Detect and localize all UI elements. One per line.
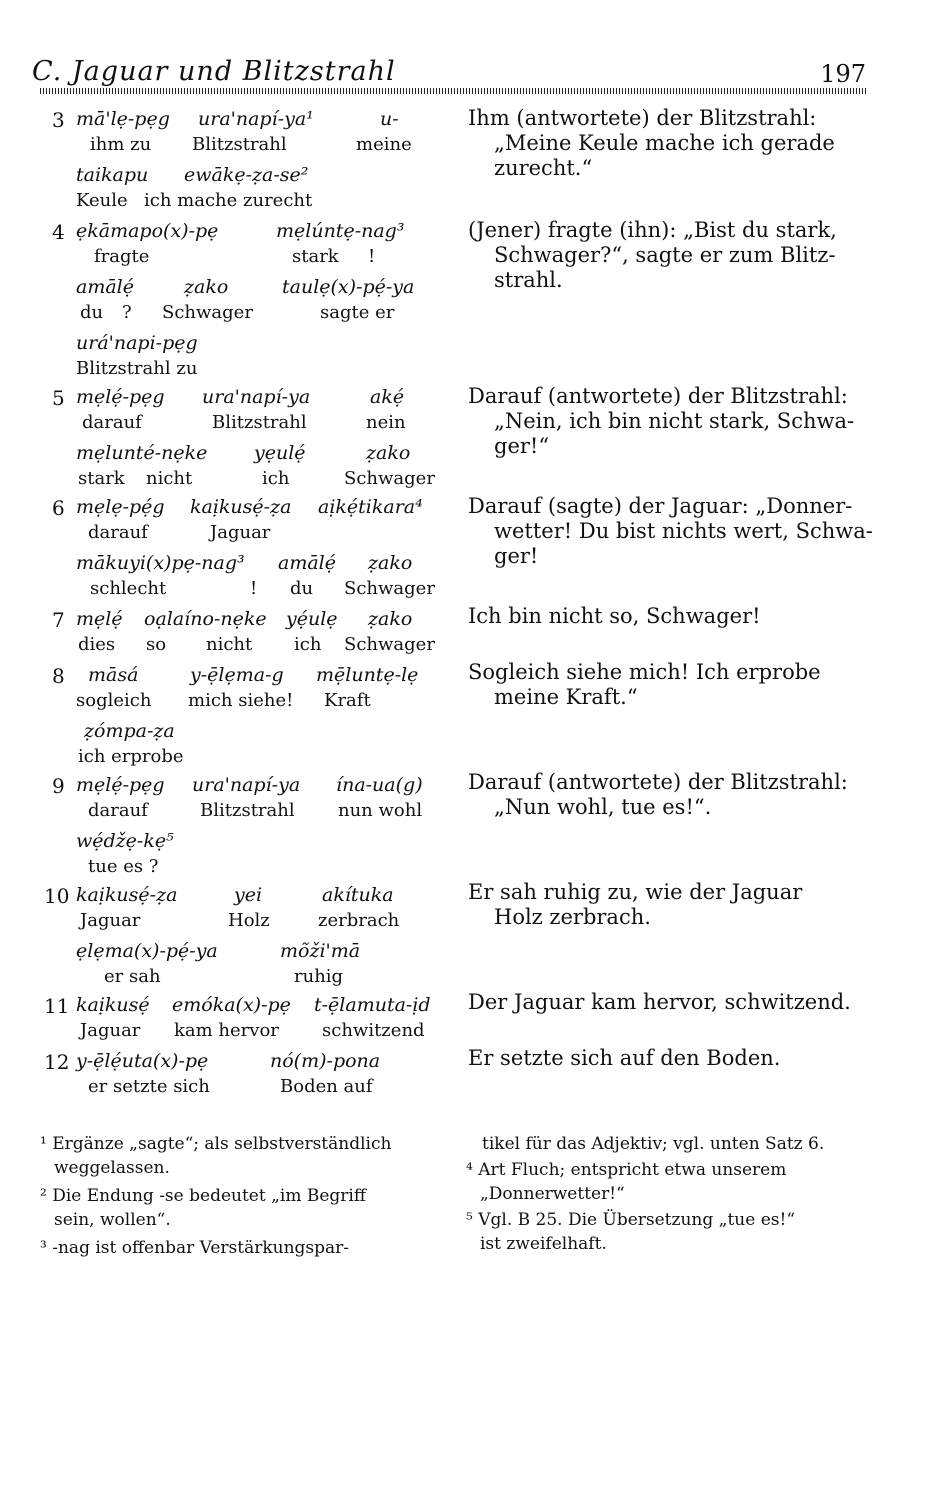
native-word: wẹ́džẹ-kẹ⁵ — [76, 830, 174, 852]
gloss: nicht — [146, 468, 193, 489]
gloss: Blitzstrahl — [212, 412, 307, 433]
native-word: mā'lẹ-pẹg — [76, 108, 170, 130]
gloss: darauf — [82, 412, 142, 433]
page-number: 197 — [820, 60, 866, 88]
sentence-number: 5 — [52, 386, 65, 410]
native-word: māsá — [88, 664, 139, 686]
sentence-number: 11 — [44, 994, 70, 1018]
native-word: yẹ́ulẹ — [286, 608, 338, 630]
translation-line: Sogleich siehe mich! Ich erprobe — [468, 660, 821, 684]
gloss: ich erprobe — [78, 746, 184, 767]
gloss: Schwager — [162, 302, 253, 323]
footnote-1 — [40, 1132, 450, 1180]
gloss: nun wohl — [338, 800, 423, 821]
gloss: er setzte sich — [88, 1076, 210, 1097]
gloss: Kraft — [324, 690, 371, 711]
footnote-mark: ³ — [40, 1238, 47, 1258]
gloss: ich — [262, 468, 290, 489]
native-word: mẹlẹ-pẹ́g — [76, 496, 165, 518]
native-word: ína-ua(g) — [336, 774, 423, 796]
native-word: oạlaíno-nẹke — [144, 608, 267, 630]
translation-line: zurecht.“ — [494, 156, 593, 180]
sentence-number: 3 — [52, 108, 65, 132]
native-word: mẹ̄luntẹ-lẹ — [316, 664, 419, 686]
native-word: mẹlúntẹ-nag³ — [276, 220, 405, 242]
translation-line: ger!“ — [494, 434, 550, 458]
translation — [468, 218, 868, 293]
gloss: Blitzstrahl — [200, 800, 295, 821]
native-word: nó(m)-pona — [270, 1050, 381, 1072]
translation-line: Ich bin nicht so, Schwager! — [468, 604, 761, 628]
native-word: ẹkāmapo(x)-pẹ — [76, 220, 219, 242]
footnote-3-continued — [482, 1132, 882, 1156]
native-word: yei — [234, 884, 263, 906]
header-rule — [40, 88, 868, 94]
sentence-number: 10 — [44, 884, 70, 908]
gloss: schlecht — [90, 578, 167, 599]
footnote-mark: ⁵ — [466, 1210, 473, 1230]
translation-line: „Nun wohl, tue es!“. — [494, 795, 712, 819]
native-word: kaịkusẹ́-ẓa — [190, 496, 292, 518]
gloss: ihm zu — [90, 134, 152, 155]
native-word: ẓako — [184, 276, 229, 298]
translation-line: Holz zerbrach. — [494, 905, 651, 929]
gloss: sagte er — [320, 302, 395, 323]
native-word: ura'napí-ya — [192, 774, 301, 796]
footnote-line: „Donnerwetter!“ — [480, 1184, 625, 1204]
native-word: ura'napí-ya — [202, 386, 311, 408]
native-word: ewākẹ-ẓa-se² — [184, 164, 309, 186]
native-word: y-ẹ̄lẹma-g — [190, 664, 284, 686]
translation — [468, 990, 868, 1015]
sentence-number: 8 — [52, 664, 65, 688]
footnote-mark: ² — [40, 1186, 47, 1206]
gloss: stark — [292, 246, 339, 267]
sentence-number: 9 — [52, 774, 65, 798]
footnote-line: weggelassen. — [54, 1158, 170, 1178]
translation — [468, 770, 868, 820]
gloss: Schwager — [344, 634, 435, 655]
native-word: ẓako — [368, 552, 413, 574]
translation — [468, 494, 873, 569]
gloss: Boden auf — [280, 1076, 373, 1097]
running-head: C. Jaguar und Blitzstrahl — [32, 56, 396, 87]
gloss: schwitzend — [322, 1020, 425, 1041]
sentence-number: 7 — [52, 608, 65, 632]
gloss: Jaguar — [80, 1020, 141, 1041]
translation-line: Darauf (sagte) der Jaguar: „Donner- — [468, 494, 853, 518]
gloss: ich mache zurecht — [144, 190, 313, 211]
native-word: taikapu — [76, 164, 149, 186]
footnote-line: sein, wollen“. — [54, 1210, 171, 1230]
native-word: mõži'mā — [280, 940, 361, 962]
gloss: Schwager — [344, 468, 435, 489]
footnote-5 — [466, 1208, 876, 1256]
translation — [468, 106, 868, 181]
translation-line: Er sah ruhig zu, wie der Jaguar — [468, 880, 803, 904]
gloss: kam hervor — [174, 1020, 279, 1041]
gloss: ! — [368, 246, 376, 267]
translation-line: meine Kraft.“ — [494, 685, 638, 709]
gloss: nein — [366, 412, 406, 433]
sentence-number: 6 — [52, 496, 65, 520]
gloss: tue es ? — [88, 856, 159, 877]
native-word: akẹ́ — [370, 386, 405, 408]
gloss: mich siehe! — [188, 690, 294, 711]
translation-line: Ihm (antwortete) der Blitzstrahl: — [468, 106, 817, 130]
gloss: meine — [356, 134, 412, 155]
native-word: ẓako — [366, 442, 411, 464]
gloss: ! — [250, 578, 258, 599]
gloss: Schwager — [344, 578, 435, 599]
translation-line: „Meine Keule mache ich gerade — [494, 131, 835, 155]
gloss: ruhig — [294, 966, 344, 987]
gloss: du — [290, 578, 314, 599]
footnote-line: -nag ist offenbar Verstärkungspar- — [52, 1238, 350, 1258]
native-word: mẹlẹ́-pẹg — [76, 386, 165, 408]
footnote-line: ist zweifelhaft. — [480, 1234, 607, 1254]
translation — [468, 384, 868, 459]
gloss: Blitzstrahl — [192, 134, 287, 155]
native-word: taulẹ(x)-pẹ́-ya — [282, 276, 415, 298]
footnote-line: Vgl. B 25. Die Übersetzung „tue es!“ — [478, 1210, 796, 1230]
translation-line: ger! — [494, 544, 539, 568]
translation-line: Er setzte sich auf den Boden. — [468, 1046, 781, 1070]
native-word: kaịkusẹ́ — [76, 994, 150, 1016]
sentence-number: 4 — [52, 220, 65, 244]
native-word: amālẹ́ — [278, 552, 336, 574]
gloss: du — [80, 302, 104, 323]
native-word: ura'napí-ya¹ — [198, 108, 314, 130]
native-word: mākuyi(x)pẹ-nag³ — [76, 552, 245, 574]
footnote-3 — [40, 1236, 450, 1260]
footnote-mark: ⁴ — [466, 1160, 473, 1180]
translation-line: „Nein, ich bin nicht stark, Schwa- — [494, 409, 855, 433]
translation — [468, 880, 868, 930]
footnote-2 — [40, 1184, 450, 1232]
sentence-number: 12 — [44, 1050, 70, 1074]
gloss: ? — [122, 302, 132, 323]
footnote-4 — [466, 1158, 876, 1206]
native-word: y-ẹ̄lẹ́uta(x)-pẹ — [76, 1050, 209, 1072]
translation — [468, 660, 868, 710]
translation-line: (Jener) fragte (ihn): „Bist du stark, — [468, 218, 837, 242]
native-word: aịkẹ́tikara⁴ — [318, 496, 423, 518]
translation — [468, 1046, 868, 1071]
footnote-line: tikel für das Adjektiv; vgl. unten Satz 6. — [482, 1134, 825, 1154]
gloss: sogleich — [76, 690, 152, 711]
native-word: kaịkusẹ́-ẓa — [76, 884, 178, 906]
footnote-line: Art Fluch; entspricht etwa unserem — [478, 1160, 787, 1180]
gloss: darauf — [88, 800, 148, 821]
footnote-line: Die Endung -se bedeutet „im Begriff — [52, 1186, 366, 1206]
gloss: ich — [294, 634, 322, 655]
native-word: amālẹ́ — [76, 276, 134, 298]
gloss: nicht — [206, 634, 253, 655]
gloss: zerbrach — [318, 910, 400, 931]
gloss: Jaguar — [80, 910, 141, 931]
translation-line: Darauf (antwortete) der Blitzstrahl: — [468, 384, 848, 408]
native-word: urá'napi-pẹg — [76, 332, 198, 354]
native-word: emóka(x)-pẹ — [172, 994, 291, 1016]
translation-line: strahl. — [494, 268, 563, 292]
translation-line: wetter! Du bist nichts wert, Schwa- — [494, 519, 873, 543]
native-word: mẹlẹ́-pẹg — [76, 774, 165, 796]
gloss: Keule — [76, 190, 128, 211]
translation — [468, 604, 868, 629]
native-word: t-ẹ̄lamuta-ịd — [314, 994, 431, 1016]
footnote-mark: ¹ — [40, 1134, 47, 1154]
translation-line: Der Jaguar kam hervor, schwitzend. — [468, 990, 851, 1014]
footnote-line: Ergänze „sagte“; als selbstverständlich — [52, 1134, 392, 1154]
native-word: mẹlẹ́ — [76, 608, 123, 630]
gloss: stark — [78, 468, 125, 489]
translation-line: Darauf (antwortete) der Blitzstrahl: — [468, 770, 848, 794]
native-word: ẓako — [368, 608, 413, 630]
gloss: er sah — [104, 966, 161, 987]
native-word: ẓómpa-ẓa — [84, 720, 175, 742]
gloss: dies — [78, 634, 116, 655]
gloss: Holz — [228, 910, 270, 931]
gloss: darauf — [88, 522, 148, 543]
gloss: fragte — [94, 246, 150, 267]
native-word: akítuka — [322, 884, 394, 906]
native-word: u- — [380, 108, 399, 130]
gloss: Blitzstrahl zu — [76, 358, 198, 379]
gloss: so — [146, 634, 167, 655]
translation-line: Schwager?“, sagte er zum Blitz- — [494, 243, 836, 267]
native-word: ẹlẹma(x)-pẹ́-ya — [76, 940, 218, 962]
native-word: yẹulẹ́ — [254, 442, 306, 464]
gloss: Jaguar — [210, 522, 271, 543]
native-word: mẹlunté-nẹke — [76, 442, 208, 464]
